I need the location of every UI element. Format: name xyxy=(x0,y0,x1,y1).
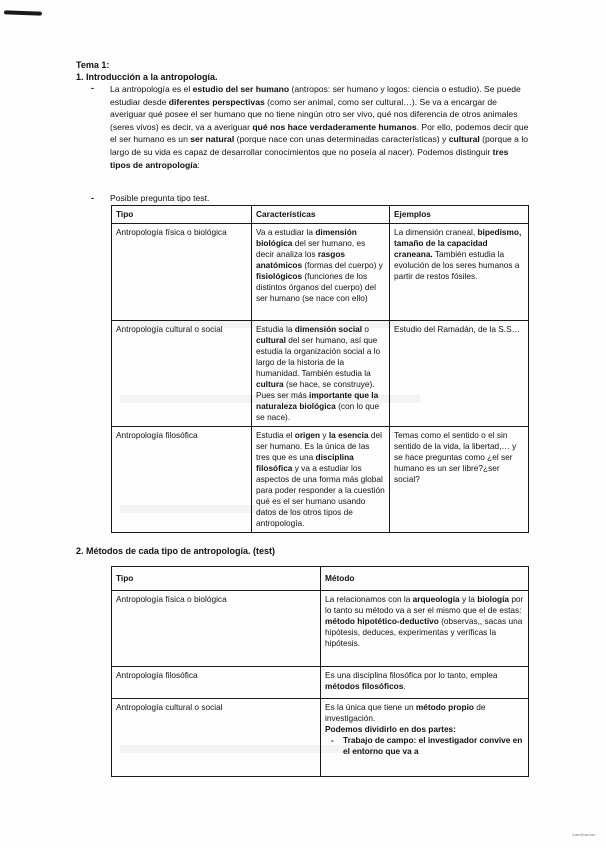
possible-bullet: - xyxy=(91,193,94,203)
examples-cell: Temas como el sentido o el sin sentido de la vida, la libertad,… y se hace preguntas como ¿el ser humano es un ser libre?¿ser social? xyxy=(390,427,529,533)
characteristics-cell: Estudia el origen y la esencia del ser humano. Es la única de las tres que es una disciplina filosófica y va a estudiar los aspectos de una forma más global para poder responder a la cuestión qué es el ser humano usando datos de los otros tipos de antropología. xyxy=(252,427,390,533)
header-tipo: Tipo xyxy=(112,567,321,591)
header-caracteristicas: Características xyxy=(252,206,390,224)
header-metodo: Método xyxy=(321,567,529,591)
scan-mark xyxy=(4,10,42,15)
header-tipo: Tipo xyxy=(112,206,252,224)
table-row xyxy=(112,427,529,533)
table-row xyxy=(112,591,529,667)
characteristics-cell: Estudia la dimensión social o cultural del ser humano, así que estudia la organización social a lo largo de la historia de la humanidad. También estudia la cultura (se hace, se construye). Pues ser más importante que la naturaleza biológica (con lo que se nace). xyxy=(252,321,390,427)
type-cell: Antropología cultural o social xyxy=(112,699,321,777)
possible-question-note: Posible pregunta tipo test. xyxy=(110,193,210,203)
scanner-watermark: CamScanner xyxy=(572,832,596,837)
header-ejemplos: Ejemplos xyxy=(390,206,529,224)
section1-title: 1. Introducción a la antropología. xyxy=(76,72,218,82)
list-item: - Trabajo de campo: el investigador convive en el entorno que va a xyxy=(343,735,524,757)
type-cell: Antropología cultural o social xyxy=(112,321,252,427)
topic-title: Tema 1: xyxy=(76,60,110,70)
methods-table xyxy=(111,566,529,777)
table-row xyxy=(112,699,529,777)
table-row xyxy=(112,224,529,321)
table-header-row xyxy=(112,567,529,591)
type-cell: Antropología filosófica xyxy=(112,427,252,533)
anthropology-types-table xyxy=(111,205,529,533)
table-row xyxy=(112,321,529,427)
method-cell: Es una disciplina filosófica por lo tanto, emplea métodos filosóficos. xyxy=(321,667,529,699)
characteristics-cell: Va a estudiar la dimensión biológica del ser humano, es decir analiza los rasgos anatómicos (formas del cuerpo) y fisiológicos (funciones de los distintos órganos del cuerpo) del ser humano (se nace con ello) xyxy=(252,224,390,321)
intro-bullet: - xyxy=(91,83,94,93)
examples-cell: Estudio del Ramadán, de la S.S… xyxy=(390,321,529,427)
type-cell: Antropología filosófica xyxy=(112,667,321,699)
table-header-row xyxy=(112,206,529,224)
type-cell: Antropología física o biológica xyxy=(112,224,252,321)
table-row xyxy=(112,667,529,699)
method-subparts-list xyxy=(325,735,524,757)
section2-title: 2. Métodos de cada tipo de antropología. (test) xyxy=(76,546,276,556)
method-cell: La relacionamos con la arqueología y la biología por lo tanto su método va a ser el mismo que el de estas: método hipotético-deductivo (observas,, sacas una hipótesis, deduces, experimentas y verificas la hipótesis. xyxy=(321,591,529,667)
examples-cell: La dimensión craneal, bipedismo, tamaño de la capacidad craneana. También estudia la evolución de los seres humanos a partir de restos fósiles. xyxy=(390,224,529,321)
type-cell: Antropología física o biológica xyxy=(112,591,321,667)
method-cell: Es la única que tiene un método propio de investigación. Podemos dividirlo en dos partes: - Trabajo de campo: el investigador convive en el entorno que va a xyxy=(321,699,529,777)
intro-paragraph: La antropología es el estudio del ser humano (antropos: ser humano y logos: ciencia o estudio). Se puede estudiar desde diferentes perspectivas (como ser animal, como ser cultural…). Se va a encargar de averiguar qué posee el ser humano que no tiene ningún otro ser vivo, qué nos diferencia de otros animales (seres vivos) es decir, va a averiguar qué nos hace verdaderamente humanos. Por ello, podemos decir que el ser humano es un ser natural (porque nace con unas determinadas características) y cultural (porque a lo largo de su vida es capaz de desarrollar conocimientos que no poseía al nacer). Podemos distinguir tres tipos de antropología: xyxy=(110,84,529,170)
